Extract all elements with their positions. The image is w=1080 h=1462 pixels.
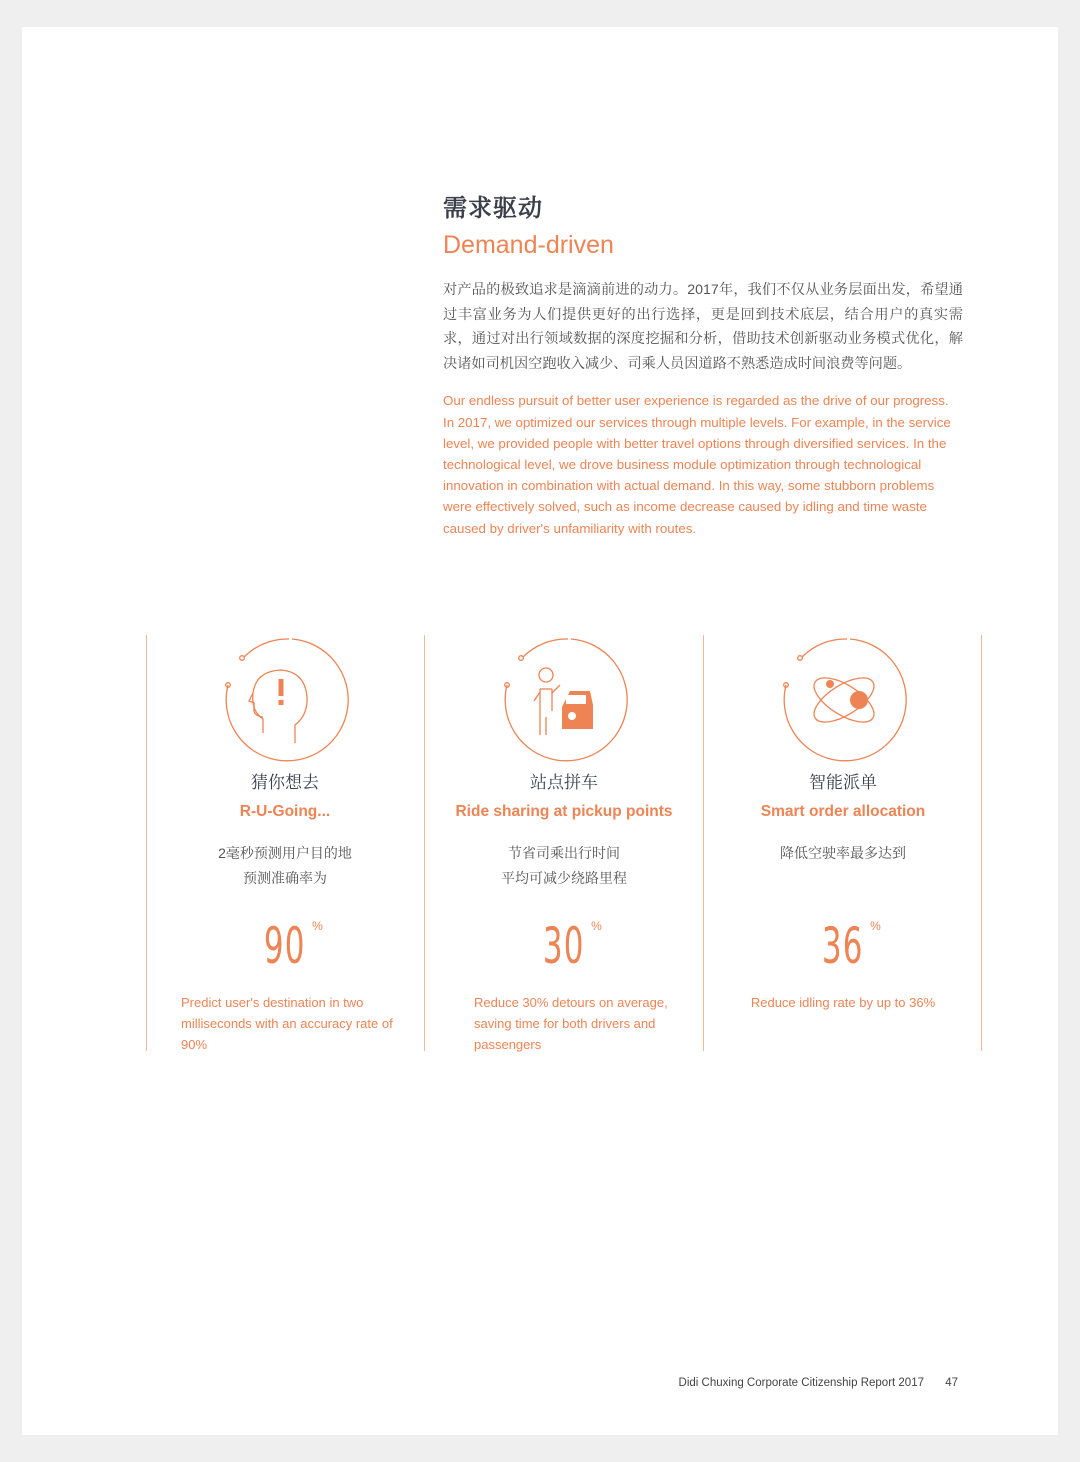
feature-stat — [704, 911, 982, 981]
feature-title-cn: 站点拼车 — [530, 773, 598, 792]
feature-title-cn: 智能派单 — [809, 773, 877, 792]
feature-desc-line: 平均可减少绕路里程 — [501, 870, 627, 886]
feature-desc-cn — [425, 841, 703, 891]
page-footer — [22, 1377, 958, 1389]
stat-value: 90 — [264, 917, 306, 975]
feature-desc-line: 2毫秒预测用户目的地 — [218, 845, 352, 861]
intro-paragraph-en: Our endless pursuit of better user experience is regarded as the drive of our progress. In 2017, we optimized our services through multiple levels. For example, in the service level, we provided people with better travel options through diversified services. In the technological level, we drove business module optimization through technological innovation in combination with actual demand. In this way, some stubborn problems were effectively solved, such as income decrease caused by idling and time waste caused by driver's unfamiliarity with routes. — [443, 393, 951, 536]
stat-value: 30 — [543, 917, 585, 975]
feature-columns — [146, 635, 982, 1051]
feature-r-u-going — [146, 635, 424, 1051]
section-title-en: Demand-driven — [443, 231, 614, 259]
section-title-cn: 需求驱动 — [443, 195, 543, 222]
report-page — [22, 27, 1058, 1435]
stat-unit: % — [312, 919, 323, 933]
feature-desc-line: 降低空驶率最多达到 — [780, 845, 906, 861]
feature-desc-en: Reduce 30% detours on average, saving time for both drivers and passengers — [474, 995, 668, 1052]
person-car-icon — [500, 637, 630, 763]
feature-desc-line: 节省司乘出行时间 — [508, 845, 620, 861]
feature-title-en: R-U-Going... — [239, 803, 331, 820]
feature-title-en: Smart order allocation — [760, 803, 926, 820]
head-alert-icon — [221, 637, 351, 763]
page-number: 47 — [945, 1377, 958, 1389]
stat-value: 36 — [822, 917, 864, 975]
feature-ride-sharing — [425, 635, 703, 1051]
feature-title-cn: 猜你想去 — [251, 773, 319, 792]
feature-desc-cn — [146, 841, 424, 891]
footer-report-title: Didi Chuxing Corporate Citizenship Report 2017 — [678, 1377, 924, 1389]
feature-stat — [425, 911, 703, 981]
feature-desc-en: Predict user's destination in two milliseconds with an accuracy rate of 90% — [181, 995, 393, 1052]
feature-desc-en: Reduce idling rate by up to 36% — [750, 995, 936, 1010]
feature-desc-cn — [704, 841, 982, 866]
intro-paragraph-cn: 对产品的极致追求是滴滴前进的动力。2017年，我们不仅从业务层面出发，希望通过丰富业务为人们提供更好的出行选择，更是回到技术底层，结合用户的真实需求，通过对出行领域数据的深度挖掘和分析，借助技术创新驱动业务模式优化，解决诸如司机因空跑收入减少、司乘人员因道路不熟悉造成时间浪费等问题。 — [443, 282, 963, 372]
stat-unit: % — [591, 919, 602, 933]
feature-stat — [146, 911, 424, 981]
intro-section — [443, 192, 963, 539]
feature-smart-order — [704, 635, 982, 1051]
atom-icon — [779, 637, 909, 763]
stat-unit: % — [870, 919, 881, 933]
feature-desc-line: 预测准确率为 — [243, 870, 327, 886]
feature-title-en: Ride sharing at pickup points — [455, 803, 673, 820]
